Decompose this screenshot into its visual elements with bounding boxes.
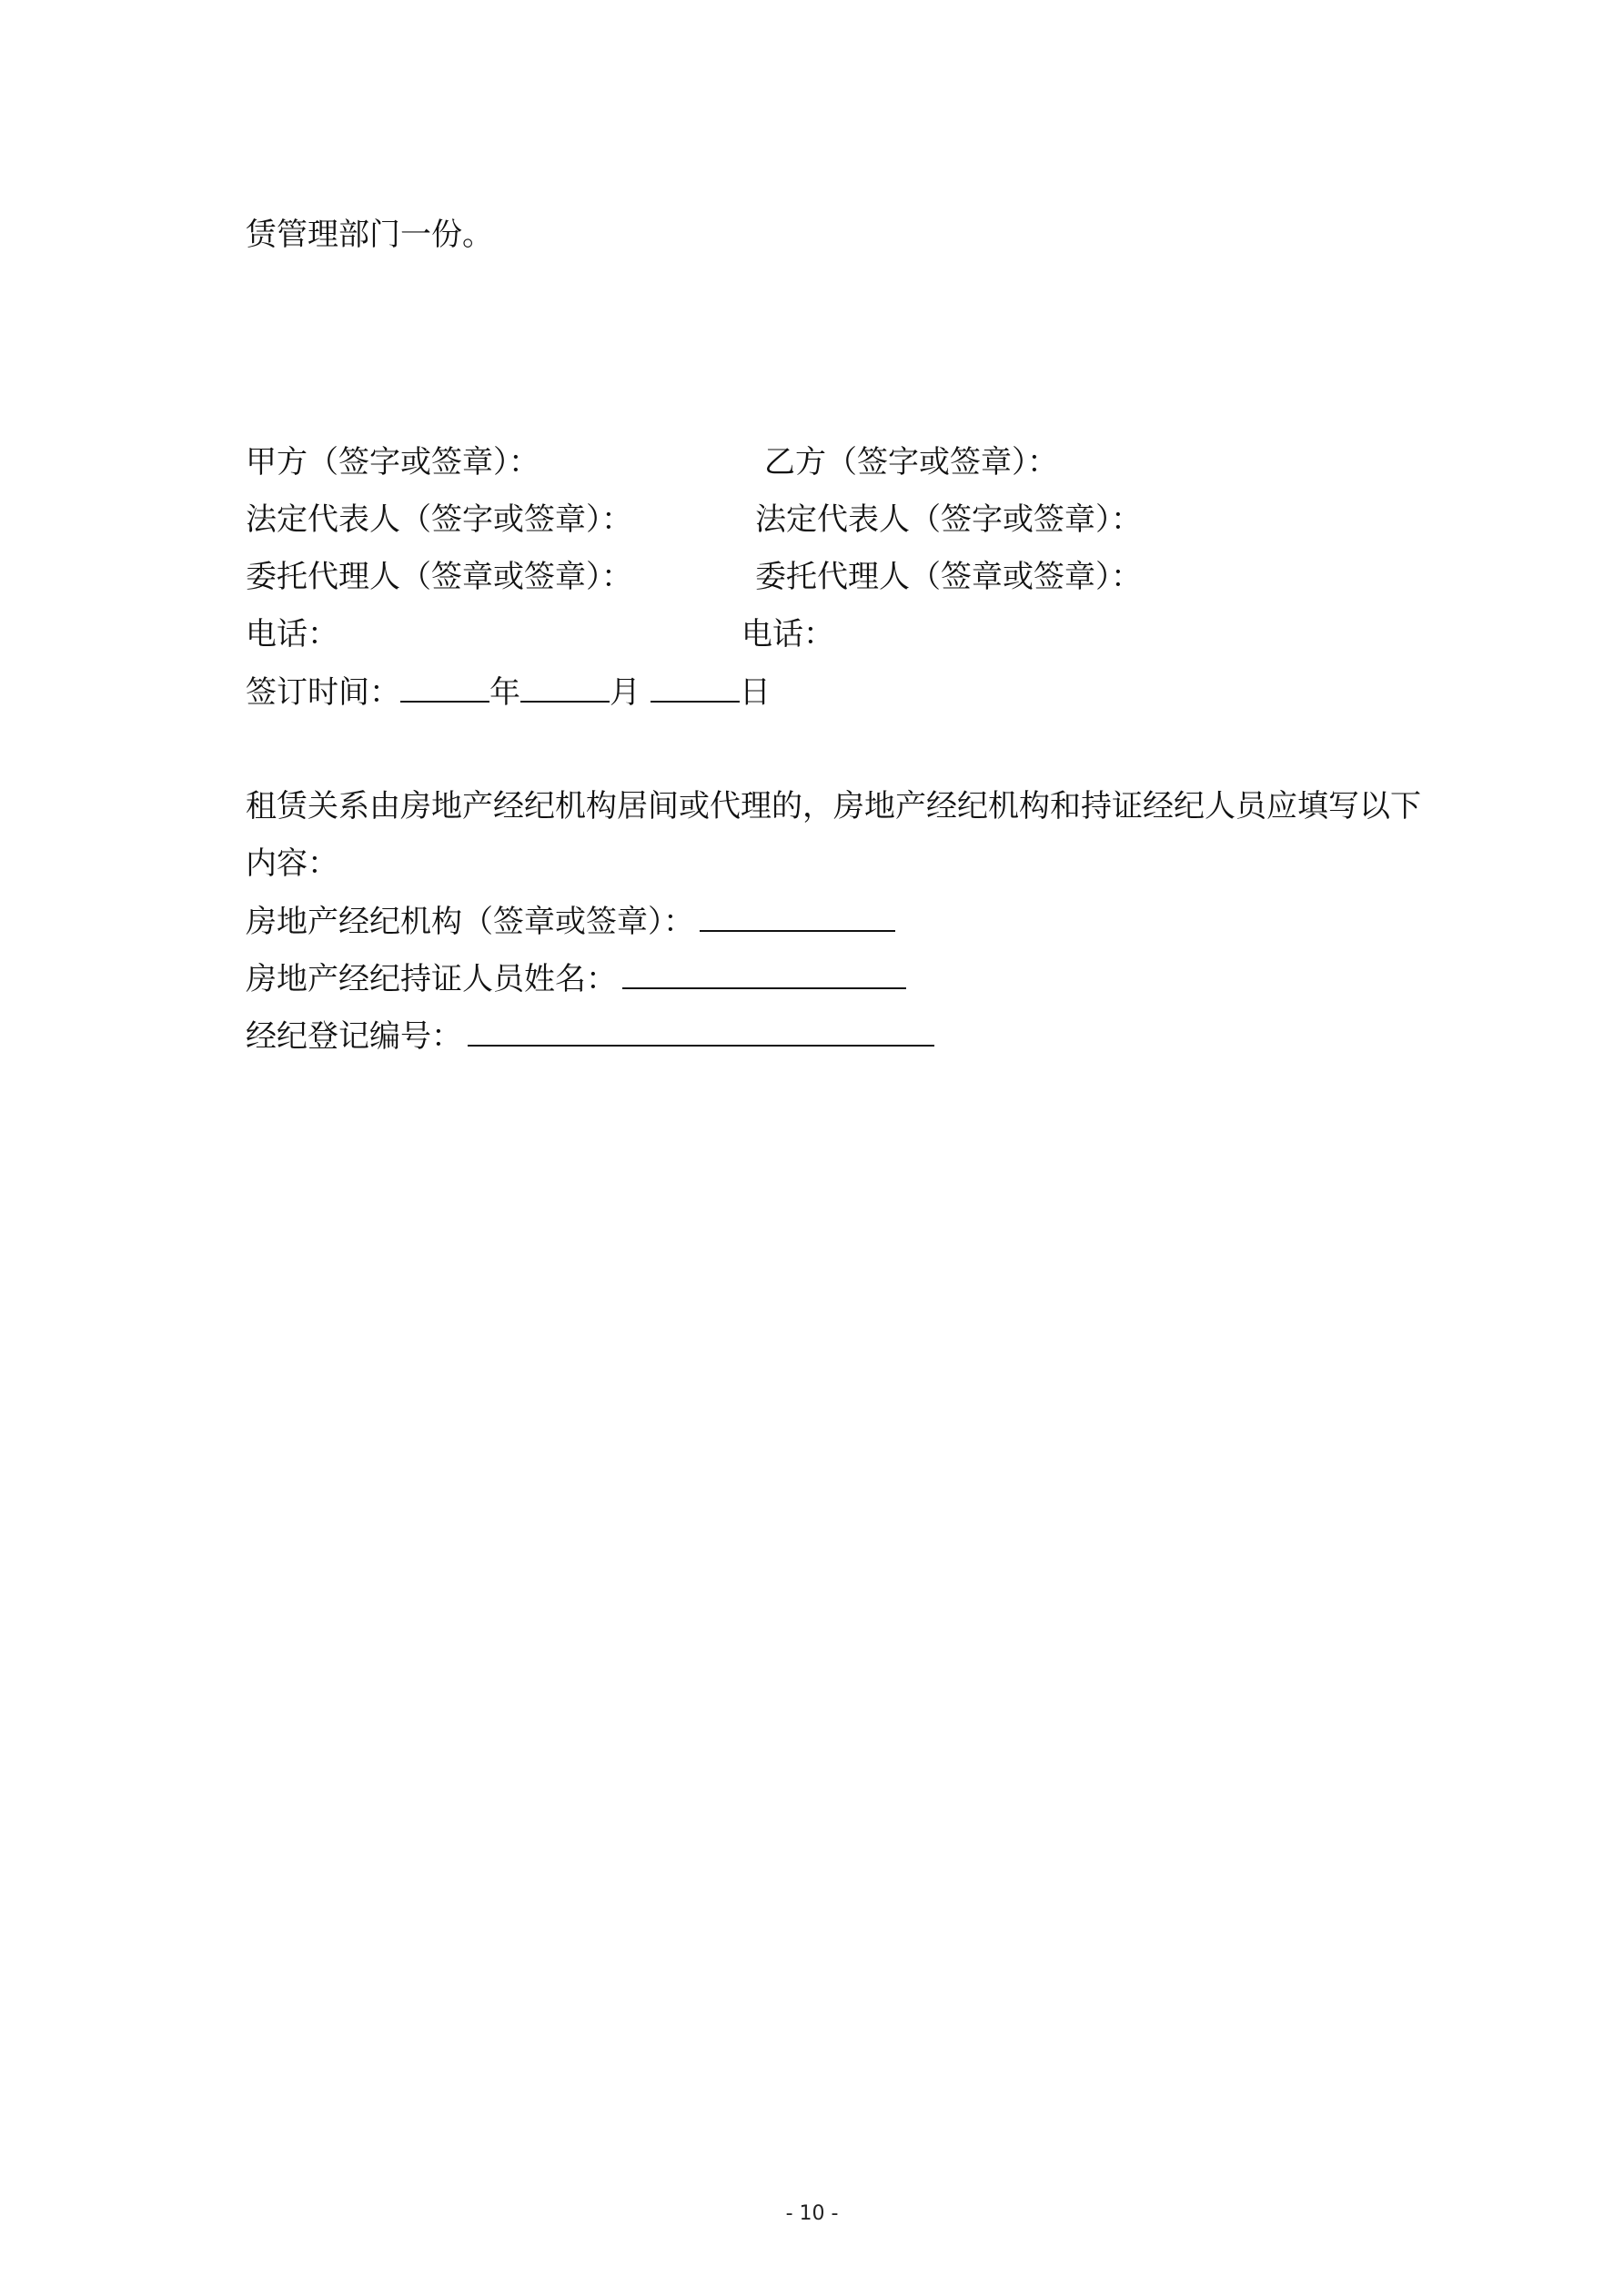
broker-agent-name-row	[246, 956, 906, 1001]
month-label: 月	[610, 674, 641, 711]
agent-b-label: 委托代理人（签章或签章）：	[755, 559, 1142, 595]
page-number: - 10 -	[785, 2202, 839, 2225]
month-blank	[520, 670, 610, 703]
broker-agent-name-label: 房地产经纪持证人员姓名：	[246, 961, 617, 997]
phone-b-label: 电话：	[741, 616, 834, 652]
agent-a-label: 委托代理人（签章或签章）：	[246, 559, 632, 595]
day-label: 日	[739, 674, 771, 711]
broker-reg-number-row	[246, 1014, 934, 1058]
legal-rep-a-label: 法定代表人（签字或签章）：	[246, 501, 632, 538]
legal-rep-b-label: 法定代表人（签字或签章）：	[755, 501, 1142, 538]
broker-agency-label: 房地产经纪机构（签章或签章）：	[246, 904, 694, 940]
phone-a-label: 电话：	[246, 616, 338, 652]
year-blank	[400, 670, 489, 703]
broker-reg-number-label: 经纪登记编号：	[246, 1018, 462, 1055]
sign-date-label: 签订时间：	[246, 674, 400, 711]
party-b-signature-label: 乙方（签字或签章）：	[764, 444, 1058, 480]
broker-agent-name-blank	[622, 956, 906, 989]
year-label: 年	[489, 674, 520, 711]
broker-intro-line-1: 租赁关系由房地产经纪机构居间或代理的，房地产经纪机构和持证经纪人员应填写以下	[246, 788, 1421, 824]
party-a-signature-label: 甲方（签字或签章）：	[246, 444, 540, 480]
broker-intro-line-2: 内容：	[246, 845, 338, 882]
day-blank	[651, 670, 740, 703]
broker-reg-number-blank	[468, 1014, 934, 1047]
broker-agency-blank	[700, 899, 895, 932]
broker-agency-row	[246, 899, 895, 944]
sign-date-row	[246, 670, 771, 714]
continuation-text: 赁管理部门一份。	[246, 217, 493, 253]
